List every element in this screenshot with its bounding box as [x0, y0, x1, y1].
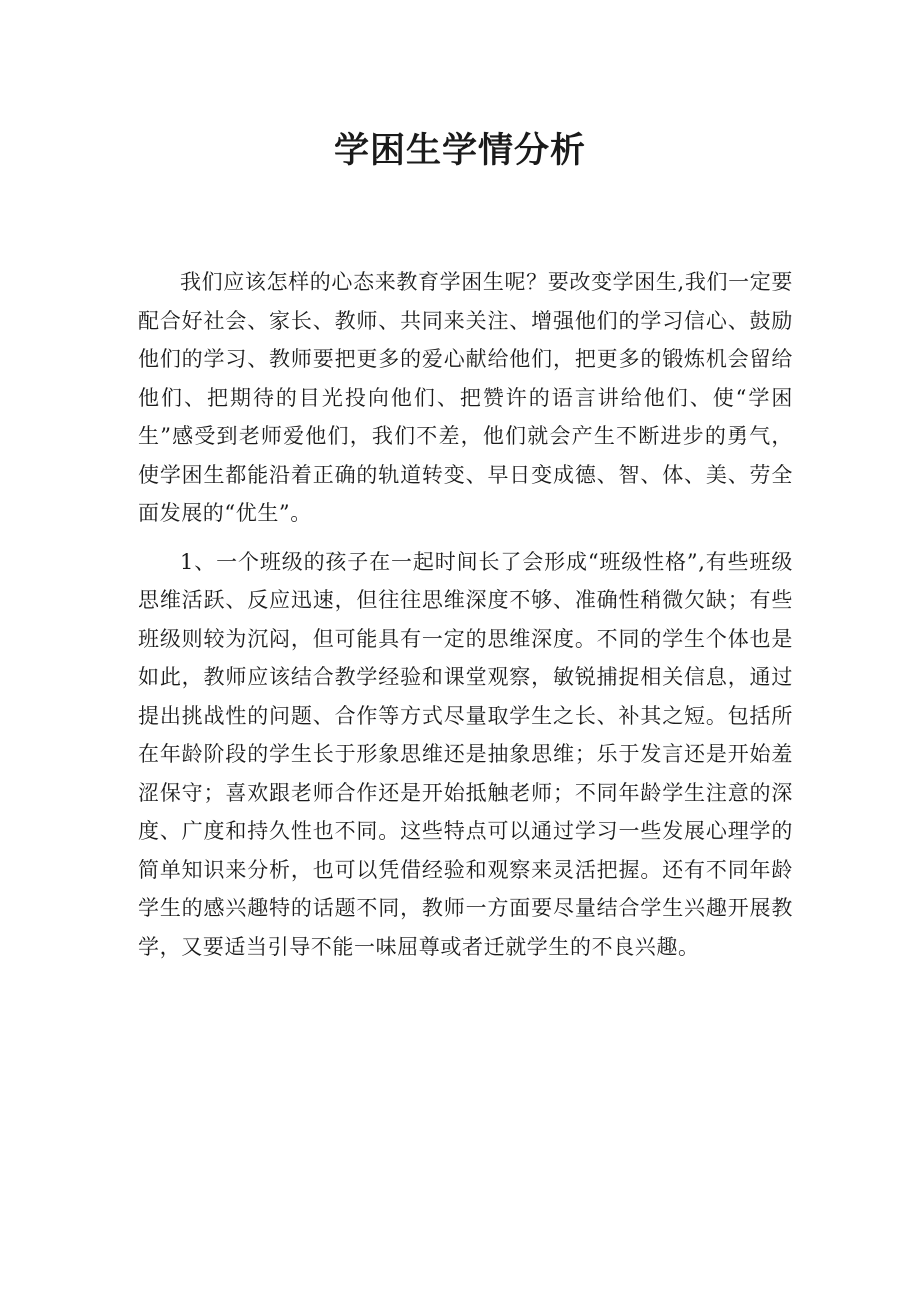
- paragraph-intro: 我们应该怎样的心态来教育学困生呢？要改变学困生,我们一定要配合好社会、家长、教师、共同来关注、增强他们的学习信心、鼓励他们的学习、教师要把更多的爱心献给他们，把更多的锻炼机会留给他们、把期待的目光投向他们、把赞许的语言讲给他们、使“学困生”感受到老师爱他们，我们不差，他们就会产生不断进步的勇气，使学困生都能沿着正确的轨道转变、早日变成德、智、体、美、劳全面发展的“优生”。: [138, 270, 793, 525]
- document-body: [138, 263, 793, 976]
- paragraph-point-1: 1、一个班级的孩子在一起时间长了会形成“班级性格”,有些班级思维活跃、反应迅速，但往往思维深度不够、准确性稍微欠缺；有些班级则较为沉闷，但可能具有一定的思维深度。不同的学生个体也是如此，教师应该结合教学经验和课堂观察，敏锐捕捉相关信息，通过提出挑战性的问题、合作等方式尽量取学生之长、补其之短。包括所在年龄阶段的学生长于形象思维还是抽象思维；乐于发言还是开始羞涩保守；喜欢跟老师合作还是开始抵触老师；不同年龄学生注意的深度、广度和持久性也不同。这些特点可以通过学习一些发展心理学的简单知识来分析，也可以凭借经验和观察来灵活把握。还有不同年龄学生的感兴趣特的话题不同，教师一方面要尽量结合学生兴趣开展教学，又要适当引导不能一味屈尊或者迁就学生的不良兴趣。: [138, 549, 793, 959]
- document-title: 学困生学情分析: [333, 131, 586, 171]
